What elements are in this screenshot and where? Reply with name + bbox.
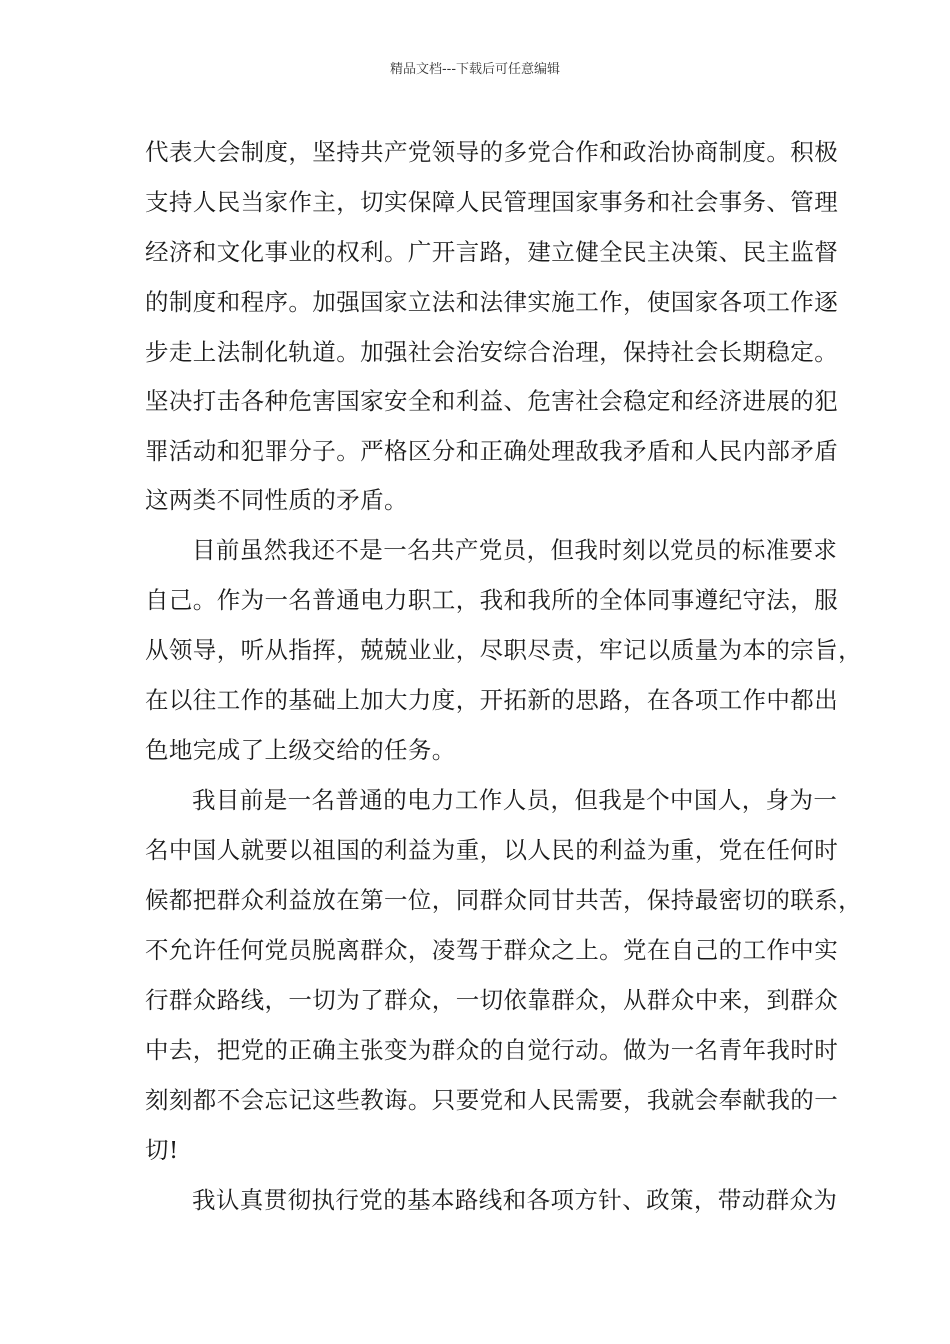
text-line: 从领导，听从指挥，兢兢业业，尽职尽责，牢记以质量为本的宗旨， [145,636,862,664]
text-line: 色地完成了上级交给的任务。 [145,736,456,764]
text-line: 坚决打击各种危害国家安全和利益、危害社会稳定和经济进展的犯 [145,387,839,415]
page-header: 精品文档---下载后可任意编辑 [389,62,561,77]
text-line: 步走上法制化轨道。加强社会治安综合治理，保持社会长期稳定。 [145,338,839,366]
text-line: 在以往工作的基础上加大力度，开拓新的思路，在各项工作中都出 [145,686,839,714]
text-line: 这两类不同性质的矛盾。 [145,486,408,514]
text-line: 不允许任何党员脱离群众，凌驾于群众之上。党在自己的工作中实 [145,936,839,964]
paragraph-first-line: 我目前是一名普通的电力工作人员，但我是个中国人，身为一 [192,786,838,814]
text-line: 中去，把党的正确主张变为群众的自觉行动。做为一名青年我时时 [145,1036,839,1064]
paragraph-first-line: 目前虽然我还不是一名共产党员，但我时刻以党员的标准要求 [192,536,838,564]
text-line: 罪活动和犯罪分子。严格区分和正确处理敌我矛盾和人民内部矛盾 [145,437,839,465]
text-line: 自己。作为一名普通电力职工，我和我所的全体同事遵纪守法，服 [145,586,839,614]
text-line: 支持人民当家作主，切实保障人民管理国家事务和社会事务、管理 [145,188,839,216]
text-line: 刻刻都不会忘记这些教诲。只要党和人民需要，我就会奉献我的一 [145,1086,839,1114]
text-line: 名中国人就要以祖国的利益为重，以人民的利益为重，党在任何时 [145,836,839,864]
paragraph-first-line: 我认真贯彻执行党的基本路线和各项方针、政策，带动群众为 [192,1186,838,1214]
text-line: 行群众路线，一切为了群众，一切依靠群众，从群众中来，到群众 [145,986,839,1014]
text-line: 经济和文化事业的权利。广开言路，建立健全民主决策、民主监督 [145,238,839,266]
text-line: 的制度和程序。加强国家立法和法律实施工作，使国家各项工作逐 [145,288,839,316]
text-line: 候都把群众利益放在第一位，同群众同甘共苦，保持最密切的联系， [145,886,862,914]
text-line: 切! [145,1136,179,1164]
text-line: 代表大会制度，坚持共产党领导的多党合作和政治协商制度。积极 [145,138,839,166]
